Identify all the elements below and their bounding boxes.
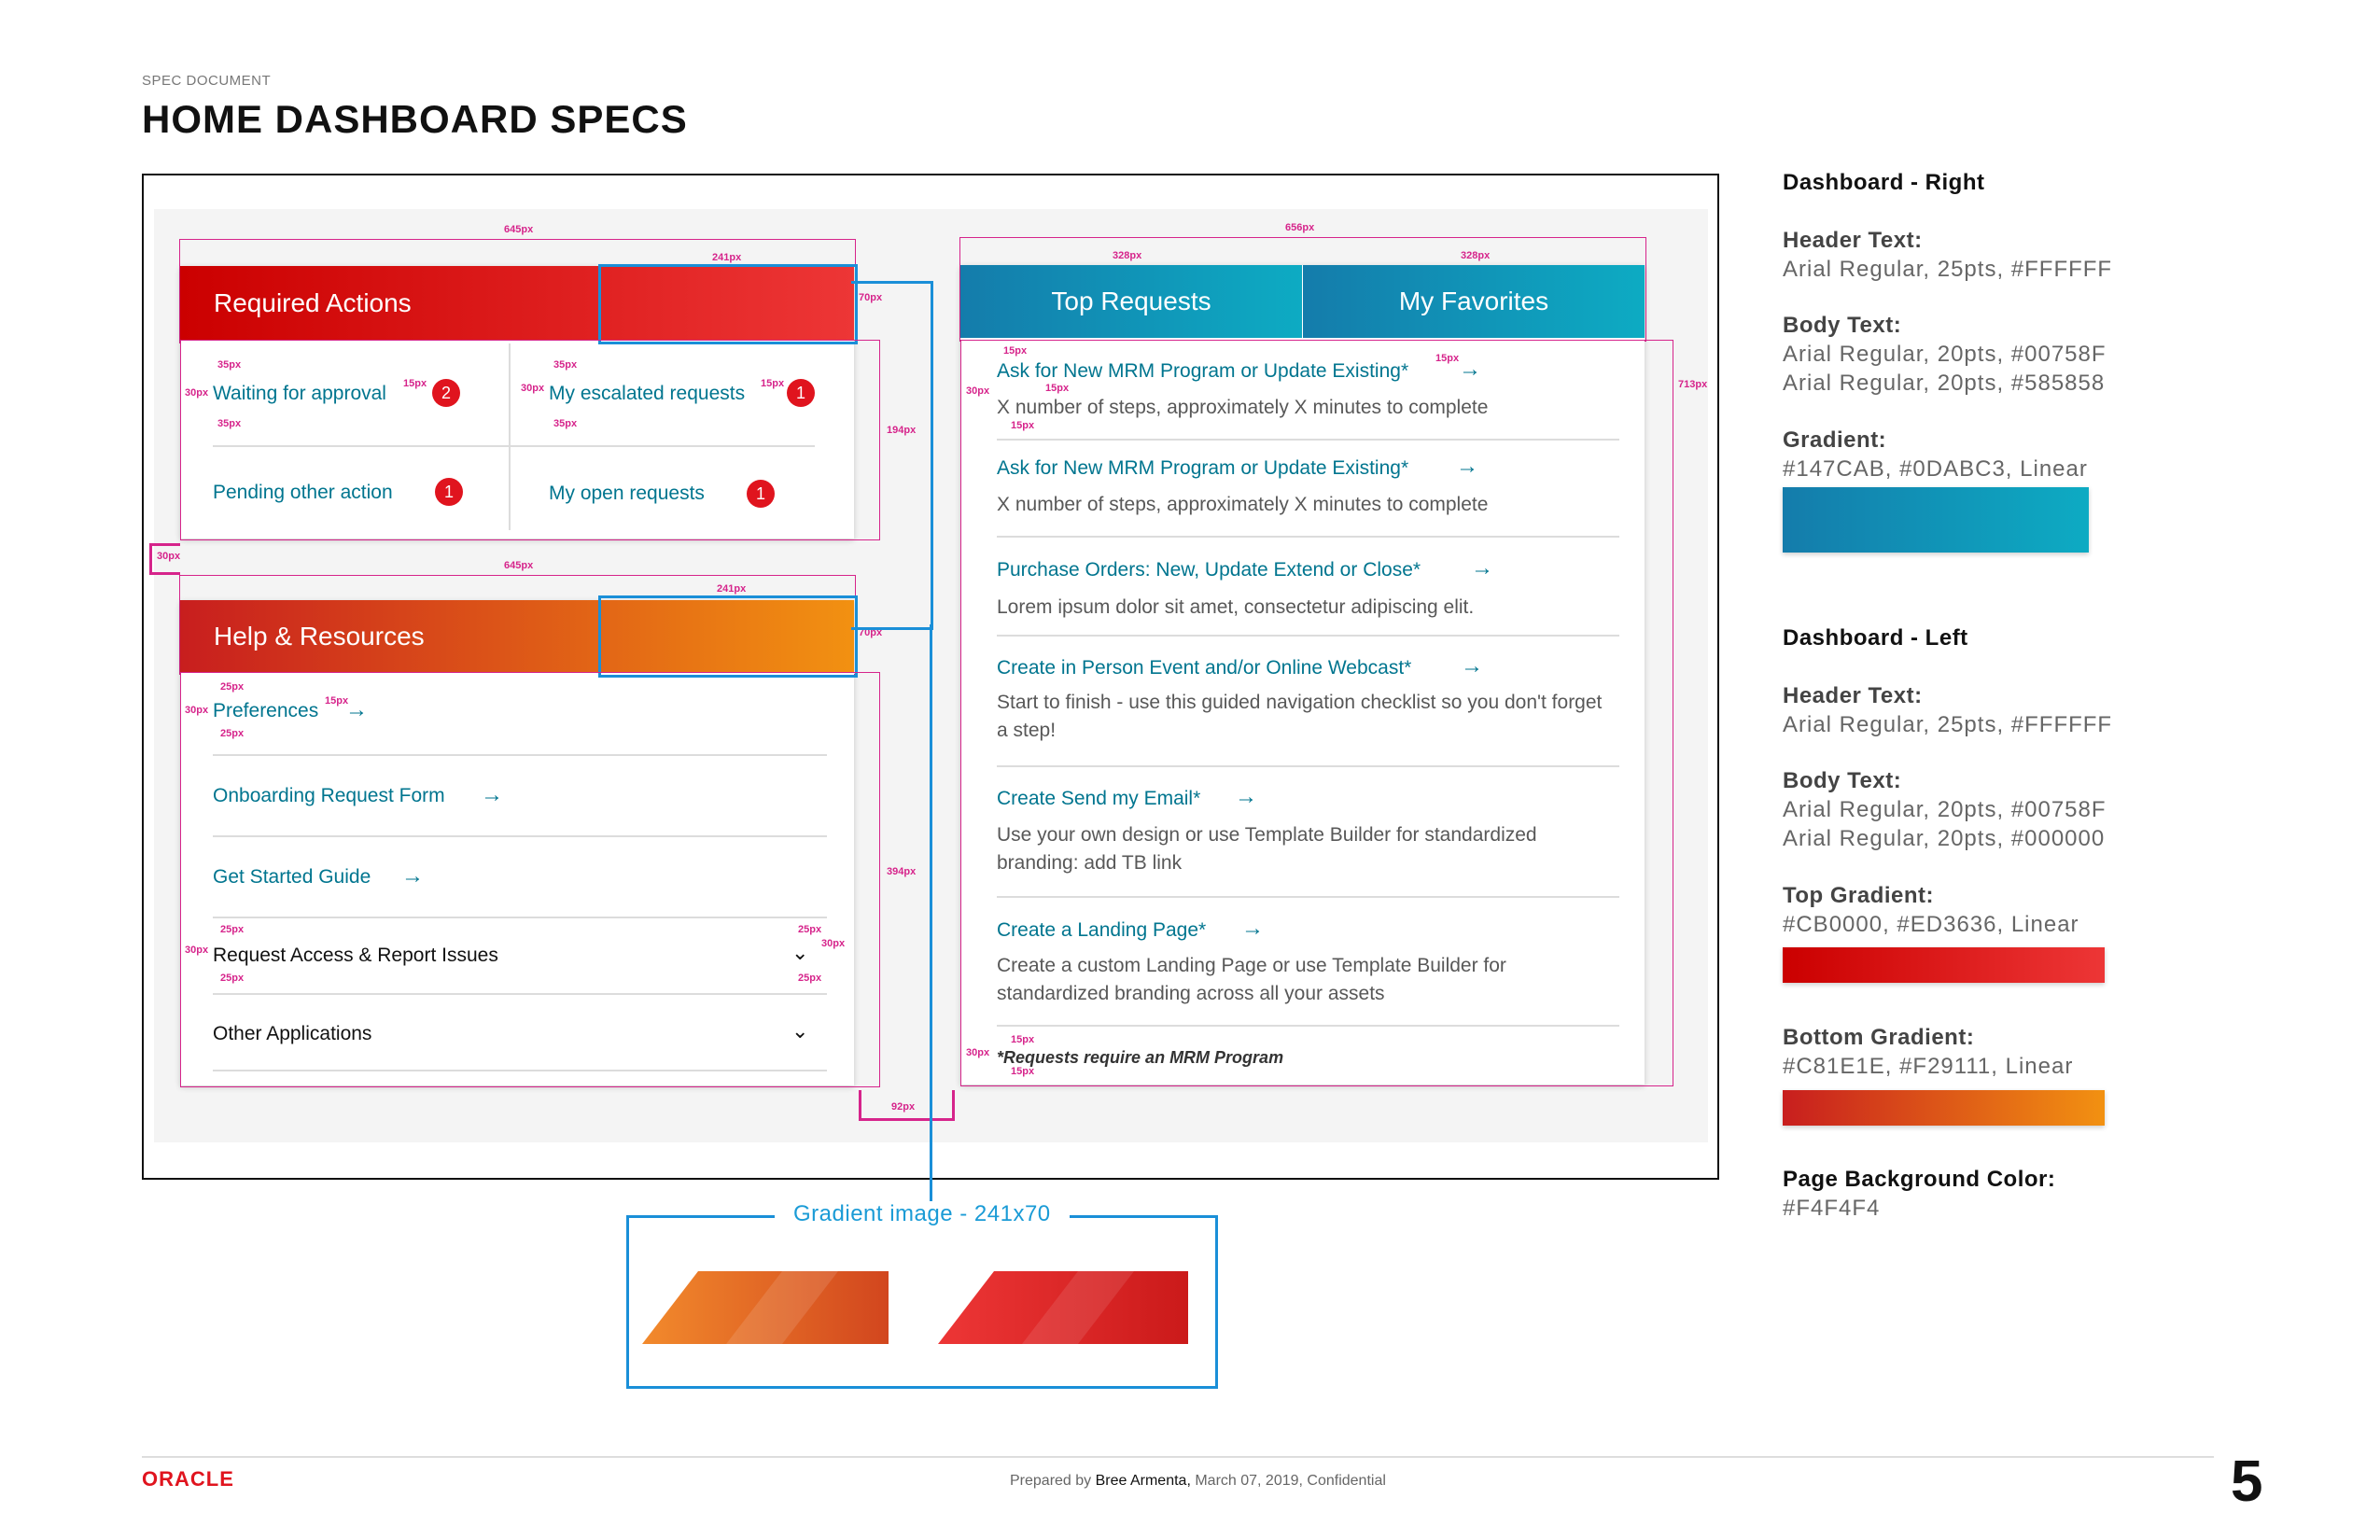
gradient-image-highlight xyxy=(598,264,858,344)
measure-label: 328px xyxy=(1113,250,1142,261)
my-open-requests-link[interactable]: My open requests xyxy=(549,483,705,504)
spec-value: Arial Regular, 20pts, #000000 xyxy=(1783,826,2106,851)
arrow-right-icon[interactable]: → xyxy=(1456,454,1478,479)
get-started-guide-link[interactable]: Get Started Guide xyxy=(213,866,371,888)
measure-label: 25px xyxy=(220,973,245,984)
list-divider xyxy=(997,896,1619,898)
list-divider xyxy=(997,765,1619,767)
measure-label: 15px xyxy=(1003,345,1028,357)
request-link[interactable]: Purchase Orders: New, Update Extend or Close* xyxy=(997,559,1421,581)
measure-label: 30px xyxy=(185,705,209,716)
measure-label: 30px xyxy=(521,383,545,394)
onboarding-request-form-link[interactable]: Onboarding Request Form xyxy=(213,785,445,806)
request-desc: X number of steps, approximately X minutes to complete xyxy=(997,397,1489,418)
callout-line xyxy=(930,624,932,1205)
measure-label: 645px xyxy=(504,224,534,235)
measure-label: 15px xyxy=(1045,383,1070,394)
tab-my-favorites[interactable] xyxy=(1303,265,1645,338)
spec-label: Body Text: xyxy=(1783,768,1902,793)
request-desc: Lorem ipsum dolor sit amet, consectetur adipiscing elit. xyxy=(997,596,1475,618)
measure-label: 15px xyxy=(403,378,427,389)
request-link[interactable]: Ask for New MRM Program or Update Existing* xyxy=(997,360,1409,382)
list-divider xyxy=(213,835,827,837)
footer-suffix: March 07, 2019, Confidential xyxy=(1190,1473,1386,1489)
gradient-caption: Gradient image - 241x70 xyxy=(775,1201,1070,1227)
tab-my-favorites-label: My Favorites xyxy=(1398,287,1549,315)
help-resources-title: Help & Resources xyxy=(214,622,425,651)
measure-label: 35px xyxy=(553,359,578,371)
footer-author: Bree Armenta, xyxy=(1095,1473,1191,1489)
measure-label: 656px xyxy=(1285,222,1315,233)
arrow-right-icon[interactable]: → xyxy=(1461,653,1483,679)
footer-prefix: Prepared by xyxy=(1010,1473,1096,1489)
measure-label: 30px xyxy=(966,1047,990,1058)
measure-label: 30px xyxy=(821,938,846,949)
spec-label: Bottom Gradient: xyxy=(1783,1025,1975,1050)
list-divider xyxy=(997,536,1619,538)
doc-kicker: SPEC DOCUMENT xyxy=(142,73,272,89)
page-number: 5 xyxy=(2231,1449,2263,1514)
oracle-logo: ORACLE xyxy=(142,1467,234,1491)
measure-label: 70px xyxy=(859,627,883,638)
waiting-for-approval-link[interactable]: Waiting for approval xyxy=(213,383,386,404)
red-gradient-sample xyxy=(938,1271,1192,1348)
top-gradient-swatch xyxy=(1783,947,2105,983)
spec-value: #F4F4F4 xyxy=(1783,1196,1881,1221)
request-desc: X number of steps, approximately X minutes to complete xyxy=(997,494,1489,515)
spec-label: Header Text: xyxy=(1783,228,1923,253)
count-badge: 2 xyxy=(432,379,460,407)
measure-label: 70px xyxy=(859,292,883,303)
measure-outline xyxy=(180,340,880,540)
spec-label: Body Text: xyxy=(1783,313,1902,338)
request-link[interactable]: Create a Landing Page* xyxy=(997,919,1207,941)
spec-label: Top Gradient: xyxy=(1783,883,1935,908)
count-badge: 1 xyxy=(787,379,815,407)
measure-label: 241px xyxy=(717,583,747,595)
arrow-right-icon[interactable]: → xyxy=(481,782,503,807)
chevron-down-icon[interactable]: ⌄ xyxy=(791,1019,809,1043)
measure-label: 30px xyxy=(966,385,990,397)
tab-top-requests-label: Top Requests xyxy=(1051,287,1211,315)
measure-label: 92px xyxy=(891,1101,916,1113)
measure-label: 25px xyxy=(220,924,245,935)
requests-footnote: *Requests require an MRM Program xyxy=(997,1048,1284,1067)
measure-label: 30px xyxy=(157,551,181,562)
request-link[interactable]: Ask for New MRM Program or Update Existing* xyxy=(997,457,1409,479)
count-badge: 1 xyxy=(747,480,775,508)
request-link[interactable]: Create Send my Email* xyxy=(997,788,1201,809)
right-gradient-swatch xyxy=(1783,487,2089,553)
spec-heading-left: Dashboard - Left xyxy=(1783,625,1968,651)
grid-divider xyxy=(213,445,815,447)
measure-label: 15px xyxy=(761,378,785,389)
request-link[interactable]: Create in Person Event and/or Online Webcast* xyxy=(997,657,1412,679)
measure-label: 25px xyxy=(798,973,822,984)
arrow-right-icon[interactable]: → xyxy=(1459,357,1481,382)
measure-label: 15px xyxy=(1011,1034,1035,1045)
measure-label: 194px xyxy=(887,425,917,436)
request-desc: Create a custom Landing Page or use Template Builder for standardized branding across all your assets xyxy=(997,955,1506,1004)
spec-value: Arial Regular, 25pts, #FFFFFF xyxy=(1783,257,2113,282)
pending-other-action-link[interactable]: Pending other action xyxy=(213,482,393,503)
list-divider xyxy=(213,754,827,756)
chevron-down-icon[interactable]: ⌄ xyxy=(791,941,809,964)
measure-label: 241px xyxy=(712,252,742,263)
spec-heading-right: Dashboard - Right xyxy=(1783,170,1985,195)
spec-value: Arial Regular, 20pts, #00758F xyxy=(1783,797,2107,822)
preferences-link[interactable]: Preferences xyxy=(213,700,319,721)
list-divider xyxy=(997,439,1619,441)
request-access-dropdown[interactable]: Request Access & Report Issues xyxy=(213,945,498,966)
measure-label: 645px xyxy=(504,560,534,571)
measure-label: 394px xyxy=(887,866,917,877)
spec-value: Arial Regular, 25pts, #FFFFFF xyxy=(1783,712,2113,737)
footer-divider xyxy=(142,1456,2214,1458)
spec-value: #CB0000, #ED3636, Linear xyxy=(1783,912,2079,937)
arrow-right-icon[interactable]: → xyxy=(345,697,368,722)
escalated-requests-link[interactable]: My escalated requests xyxy=(549,383,746,404)
measure-label: 25px xyxy=(798,924,822,935)
list-divider xyxy=(213,917,827,918)
arrow-right-icon[interactable]: → xyxy=(401,863,424,889)
measure-label: 35px xyxy=(553,418,578,429)
spec-value: Arial Regular, 20pts, #00758F xyxy=(1783,342,2107,367)
measure-label: 328px xyxy=(1461,250,1491,261)
request-desc: Start to finish - use this guided navigation checklist so you don't forget a step! xyxy=(997,692,1603,741)
required-actions-title: Required Actions xyxy=(214,288,412,317)
gradient-image-highlight xyxy=(598,595,858,678)
measure-label: 35px xyxy=(217,359,242,371)
spec-value: #C81E1E, #F29111, Linear xyxy=(1783,1054,2074,1079)
tab-top-requests[interactable] xyxy=(960,265,1302,338)
measure-label: 15px xyxy=(1435,353,1460,364)
measure-label: 30px xyxy=(185,387,209,399)
measure-label: 35px xyxy=(217,418,242,429)
list-divider xyxy=(997,1025,1619,1027)
other-applications-dropdown[interactable]: Other Applications xyxy=(213,1023,372,1044)
grid-divider xyxy=(509,343,511,530)
callout-bracket xyxy=(851,281,933,630)
list-divider xyxy=(213,1070,827,1071)
measure-label: 15px xyxy=(1011,420,1035,431)
spec-label: Page Background Color: xyxy=(1783,1167,2056,1192)
measure-label: 15px xyxy=(1011,1066,1035,1077)
spec-value: #147CAB, #0DABC3, Linear xyxy=(1783,456,2088,482)
spec-label: Header Text: xyxy=(1783,683,1923,708)
page-title: HOME DASHBOARD SPECS xyxy=(142,97,688,141)
footer-credit xyxy=(1010,1473,1386,1490)
measure-label: 30px xyxy=(185,945,209,956)
orange-gradient-sample xyxy=(642,1271,894,1348)
spec-value: Arial Regular, 20pts, #585858 xyxy=(1783,371,2106,396)
count-badge: 1 xyxy=(435,478,463,506)
arrow-right-icon[interactable]: → xyxy=(1241,916,1264,941)
measure-label: 15px xyxy=(325,695,349,707)
measure-label: 713px xyxy=(1678,379,1708,390)
arrow-right-icon[interactable]: → xyxy=(1235,784,1257,809)
list-divider xyxy=(213,993,827,995)
spec-label: Gradient: xyxy=(1783,427,1887,453)
measure-label: 25px xyxy=(220,681,245,693)
bottom-gradient-swatch xyxy=(1783,1090,2105,1126)
list-divider xyxy=(997,635,1619,637)
arrow-right-icon[interactable]: → xyxy=(1471,555,1493,581)
measure-label: 25px xyxy=(220,728,245,739)
request-desc: Use your own design or use Template Builder for standardized branding: add TB link xyxy=(997,824,1537,874)
